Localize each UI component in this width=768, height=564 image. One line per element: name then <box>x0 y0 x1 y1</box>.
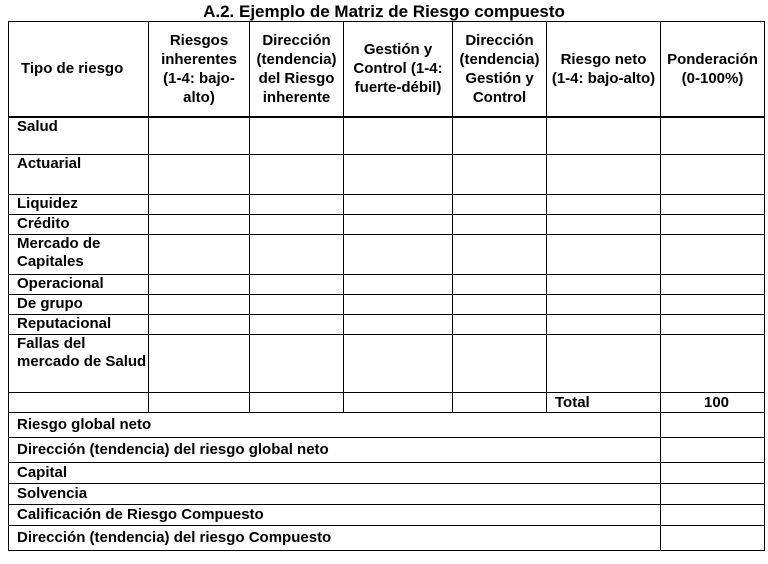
summary-value-cell <box>661 438 765 463</box>
risk-label: Crédito <box>9 215 149 235</box>
summary-label: Capital <box>9 463 661 484</box>
table-cell <box>250 275 344 295</box>
table-cell <box>453 235 547 275</box>
table-cell <box>344 335 453 393</box>
table-cell <box>250 235 344 275</box>
risk-label: Liquidez <box>9 195 149 215</box>
table-cell <box>250 155 344 195</box>
header-tipo-de-riesgo <box>9 22 149 117</box>
table-row <box>9 117 765 155</box>
table-cell <box>344 295 453 315</box>
summary-label: Calificación de Riesgo Compuesto <box>9 505 661 526</box>
header-riesgo-neto <box>547 22 661 117</box>
header-row <box>9 22 765 117</box>
table-cell <box>250 335 344 393</box>
table-cell <box>250 195 344 215</box>
table-cell <box>344 315 453 335</box>
table-row <box>9 315 765 335</box>
table-cell <box>149 315 250 335</box>
table-cell <box>344 275 453 295</box>
table-cell <box>344 155 453 195</box>
summary-row <box>9 505 765 526</box>
header-riesgos-inherentes <box>149 22 250 117</box>
summary-label: Dirección (tendencia) del riesgo global neto <box>9 438 661 463</box>
table-cell <box>453 335 547 393</box>
table-cell <box>547 117 661 155</box>
table-cell <box>453 393 547 413</box>
table-cell <box>661 295 765 315</box>
table-cell <box>149 393 250 413</box>
risk-label: Fallas del mercado de Salud <box>9 335 149 393</box>
table-cell <box>547 195 661 215</box>
header-label: Gestión y Control (1-4: fuerte-débil) <box>353 41 443 97</box>
table-row <box>9 195 765 215</box>
table-cell <box>661 117 765 155</box>
table-cell <box>547 155 661 195</box>
table-cell <box>149 295 250 315</box>
table-cell <box>344 393 453 413</box>
risk-matrix-table <box>8 21 765 551</box>
summary-value-cell <box>661 413 765 438</box>
summary-row <box>9 484 765 505</box>
table-row <box>9 155 765 195</box>
table-cell <box>547 335 661 393</box>
table-cell <box>547 235 661 275</box>
table-cell <box>453 315 547 335</box>
risk-label: Salud <box>9 117 149 155</box>
header-gestion-y-control <box>344 22 453 117</box>
table-cell <box>9 393 149 413</box>
table-cell <box>661 215 765 235</box>
risk-label: De grupo <box>9 295 149 315</box>
header-direccion-gestion-control <box>453 22 547 117</box>
risk-label: Actuarial <box>9 155 149 195</box>
table-cell <box>661 335 765 393</box>
table-cell <box>547 275 661 295</box>
total-value: 100 <box>661 393 765 413</box>
table-row <box>9 235 765 275</box>
table-cell <box>453 155 547 195</box>
table-cell <box>250 393 344 413</box>
header-label: Riesgos inherentes (1-4: bajo-alto) <box>161 31 237 106</box>
table-cell <box>149 235 250 275</box>
table-cell <box>250 117 344 155</box>
table-cell <box>250 295 344 315</box>
table-row <box>9 295 765 315</box>
summary-label: Riesgo global neto <box>9 413 661 438</box>
summary-value-cell <box>661 484 765 505</box>
summary-value-cell <box>661 526 765 551</box>
risk-label: Reputacional <box>9 315 149 335</box>
table-cell <box>661 275 765 295</box>
table-cell <box>661 195 765 215</box>
header-direccion-riesgo-inherente <box>250 22 344 117</box>
table-cell <box>453 215 547 235</box>
table-cell <box>149 117 250 155</box>
table-cell <box>149 195 250 215</box>
table-cell <box>453 295 547 315</box>
summary-row <box>9 438 765 463</box>
table-cell <box>149 335 250 393</box>
table-cell <box>661 155 765 195</box>
table-cell <box>344 215 453 235</box>
table-cell <box>149 155 250 195</box>
table-cell <box>344 195 453 215</box>
summary-value-cell <box>661 505 765 526</box>
table-cell <box>250 215 344 235</box>
total-label: Total <box>547 393 661 413</box>
table-cell <box>661 315 765 335</box>
header-label: Riesgo neto (1-4: bajo-alto) <box>551 50 656 87</box>
table-row <box>9 335 765 393</box>
table-row <box>9 215 765 235</box>
summary-label: Solvencia <box>9 484 661 505</box>
header-ponderacion <box>661 22 765 117</box>
summary-row <box>9 526 765 551</box>
total-row <box>9 393 765 413</box>
table-cell <box>149 215 250 235</box>
table-cell <box>661 235 765 275</box>
table-row <box>9 275 765 295</box>
table-cell <box>453 117 547 155</box>
header-label: Dirección (tendencia) Gestión y Control <box>459 31 540 106</box>
table-cell <box>344 117 453 155</box>
summary-label: Dirección (tendencia) del riesgo Compuesto <box>9 526 661 551</box>
header-label: Ponderación (0-100%) <box>667 50 758 87</box>
risk-label: Mercado de Capitales <box>9 235 149 275</box>
table-cell <box>453 275 547 295</box>
summary-value-cell <box>661 463 765 484</box>
summary-row <box>9 413 765 438</box>
table-cell <box>250 315 344 335</box>
table-cell <box>547 295 661 315</box>
table-cell <box>453 195 547 215</box>
summary-row <box>9 463 765 484</box>
header-label: Dirección (tendencia) del Riesgo inherente <box>256 31 337 106</box>
page-title: A.2. Ejemplo de Matriz de Riesgo compuesto <box>203 2 565 21</box>
risk-label: Operacional <box>9 275 149 295</box>
table-cell <box>344 235 453 275</box>
table-cell <box>149 275 250 295</box>
header-label: Tipo de riesgo <box>21 60 124 78</box>
table-cell <box>547 315 661 335</box>
table-cell <box>547 215 661 235</box>
